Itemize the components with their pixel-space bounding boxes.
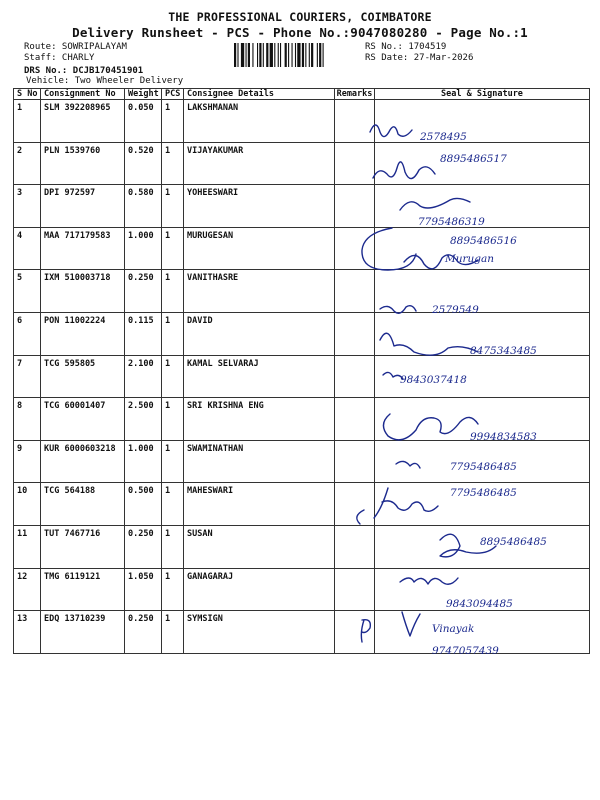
cell-sno: 5	[14, 270, 41, 313]
cell-remarks	[335, 526, 375, 569]
cell-consignee: SUSAN	[184, 526, 335, 569]
cell-signature	[375, 526, 590, 569]
runsheet-table	[13, 88, 590, 654]
cell-consignee: DAVID	[184, 313, 335, 356]
cell-sno: 7	[14, 355, 41, 398]
cell-consignment: SLM 392208965	[41, 100, 125, 143]
table-row	[14, 568, 590, 611]
vehicle-label: Vehicle: Two Wheeler Delivery	[26, 76, 184, 86]
table-row	[14, 355, 590, 398]
cell-consignee: GANAGARAJ	[184, 568, 335, 611]
cell-weight: 1.050	[125, 568, 162, 611]
cell-consignment: MAA 717179583	[41, 227, 125, 270]
cell-sno: 8	[14, 398, 41, 441]
signature-text: 9747057439	[432, 645, 499, 657]
signature-text: 8475343485	[470, 345, 537, 357]
barcode-bar	[259, 43, 261, 67]
company-title: THE PROFESSIONAL COURIERS, COIMBATORE	[168, 10, 432, 24]
table-row	[14, 270, 590, 313]
cell-consignee: SYMSIGN	[184, 611, 335, 654]
signature-text: 8895486516	[450, 235, 517, 247]
cell-signature	[375, 611, 590, 654]
cell-consignee: SRI KRISHNA ENG	[184, 398, 335, 441]
cell-consignment: TCG 595805	[41, 355, 125, 398]
cell-sno: 11	[14, 526, 41, 569]
cell-sno: 3	[14, 185, 41, 228]
cell-consignment: PLN 1539760	[41, 142, 125, 185]
cell-remarks	[335, 355, 375, 398]
cell-signature	[375, 313, 590, 356]
cell-remarks	[335, 142, 375, 185]
table-header-row	[14, 89, 590, 100]
table-row	[14, 100, 590, 143]
cell-pcs: 1	[162, 568, 184, 611]
cell-weight: 0.250	[125, 611, 162, 654]
barcode-bar	[252, 43, 253, 67]
cell-consignment: EDQ 13710239	[41, 611, 125, 654]
barcode-bar	[257, 43, 258, 67]
signature-text: Vinayak	[432, 623, 475, 635]
signature-text: 9994834583	[470, 431, 537, 443]
cell-pcs: 1	[162, 142, 184, 185]
staff-label: Staff: CHARLY	[24, 53, 95, 63]
cell-signature	[375, 227, 590, 270]
cell-weight: 0.250	[125, 526, 162, 569]
col-header-signature: Seal & Signature	[375, 89, 590, 100]
drs-label: DRS No.:	[24, 66, 68, 76]
cell-signature	[375, 142, 590, 185]
cell-pcs: 1	[162, 270, 184, 313]
col-header-remarks: Remarks	[335, 89, 375, 100]
cell-pcs: 1	[162, 355, 184, 398]
barcode-bar	[246, 43, 247, 67]
barcode-bar	[302, 43, 304, 67]
cell-signature	[375, 100, 590, 143]
cell-signature	[375, 483, 590, 526]
cell-sno: 4	[14, 227, 41, 270]
route-label: Route: SOWRIPALAYAM	[24, 42, 127, 52]
signature-text: 8895486517	[440, 153, 507, 165]
cell-remarks	[335, 100, 375, 143]
cell-pcs: 1	[162, 313, 184, 356]
cell-remarks	[335, 440, 375, 483]
cell-remarks	[335, 270, 375, 313]
cell-pcs: 1	[162, 440, 184, 483]
signature-text: 7795486485	[450, 487, 517, 499]
barcode-bar	[234, 43, 236, 67]
cell-weight: 2.500	[125, 398, 162, 441]
col-header-consignment: Consignment No	[41, 89, 125, 100]
cell-remarks	[335, 483, 375, 526]
cell-consignment: TCG 60001407	[41, 398, 125, 441]
cell-weight: 0.115	[125, 313, 162, 356]
cell-consignee: LAKSHMANAN	[184, 100, 335, 143]
barcode-bar	[285, 43, 287, 67]
cell-consignment: DPI 972597	[41, 185, 125, 228]
cell-consignment: TMG 6119121	[41, 568, 125, 611]
cell-sno: 10	[14, 483, 41, 526]
cell-consignment: PON 11002224	[41, 313, 125, 356]
cell-pcs: 1	[162, 526, 184, 569]
cell-remarks	[335, 185, 375, 228]
cell-signature	[375, 398, 590, 441]
runsheet-subtitle: Delivery Runsheet - PCS - Phone No.:9047080280 - Page No.:1	[72, 25, 528, 40]
cell-signature	[375, 568, 590, 611]
barcode-bar	[263, 43, 264, 67]
barcode-bar	[270, 43, 273, 67]
cell-weight: 1.000	[125, 227, 162, 270]
signature-text: 7795486319	[418, 216, 485, 228]
cell-remarks	[335, 398, 375, 441]
cell-consignment: TCG 564188	[41, 483, 125, 526]
cell-signature	[375, 355, 590, 398]
cell-sno: 2	[14, 142, 41, 185]
cell-weight: 2.100	[125, 355, 162, 398]
barcode-bar	[292, 43, 293, 67]
col-header-weight: Weight	[125, 89, 162, 100]
cell-signature	[375, 185, 590, 228]
barcode-bar	[305, 43, 306, 67]
barcode-bar	[319, 43, 321, 67]
table-row	[14, 227, 590, 270]
cell-consignee: VIJAYAKUMAR	[184, 142, 335, 185]
col-header-consignee: Consignee Details	[184, 89, 335, 100]
cell-weight: 1.000	[125, 440, 162, 483]
cell-pcs: 1	[162, 611, 184, 654]
cell-sno: 1	[14, 100, 41, 143]
cell-signature	[375, 270, 590, 313]
cell-weight: 0.250	[125, 270, 162, 313]
barcode-bar	[311, 43, 313, 67]
cell-consignee: MAHESWARI	[184, 483, 335, 526]
barcode-bar	[280, 43, 281, 67]
cell-pcs: 1	[162, 100, 184, 143]
cell-pcs: 1	[162, 227, 184, 270]
table-row	[14, 142, 590, 185]
cell-remarks	[335, 227, 375, 270]
table-row	[14, 313, 590, 356]
signature-text: 9843037418	[400, 374, 467, 386]
barcode-icon	[234, 43, 360, 67]
cell-sno: 9	[14, 440, 41, 483]
cell-weight: 0.520	[125, 142, 162, 185]
table-row	[14, 398, 590, 441]
cell-consignee: YOHEESWARI	[184, 185, 335, 228]
table-row	[14, 440, 590, 483]
barcode-bar	[248, 43, 250, 67]
cell-signature	[375, 440, 590, 483]
signature-text: 7795486485	[450, 461, 517, 473]
cell-pcs: 1	[162, 185, 184, 228]
cell-consignee: KAMAL SELVARAJ	[184, 355, 335, 398]
rs-date: RS Date: 27-Mar-2026	[365, 53, 474, 63]
barcode-bar	[266, 43, 268, 67]
barcode-bar	[297, 43, 300, 67]
table-row	[14, 185, 590, 228]
cell-sno: 12	[14, 568, 41, 611]
barcode-bar	[278, 43, 279, 67]
barcode-bar	[274, 43, 275, 67]
table-row	[14, 483, 590, 526]
barcode-bar	[288, 43, 289, 67]
rs-number: RS No.: 1704519	[365, 42, 447, 52]
cell-consignment: TUT 7467716	[41, 526, 125, 569]
table-row	[14, 611, 590, 654]
cell-weight: 0.580	[125, 185, 162, 228]
cell-weight: 0.050	[125, 100, 162, 143]
cell-pcs: 1	[162, 398, 184, 441]
cell-consignment: KUR 6000603218	[41, 440, 125, 483]
cell-consignee: SWAMINATHAN	[184, 440, 335, 483]
barcode-bar	[295, 43, 296, 67]
cell-consignee: MURUGESAN	[184, 227, 335, 270]
drs-value: DCJB170451901	[72, 66, 144, 76]
barcode-bar	[309, 43, 310, 67]
signature-text: 2578495	[420, 131, 467, 143]
cell-sno: 13	[14, 611, 41, 654]
col-header-pcs: PCS	[162, 89, 184, 100]
cell-consignment: IXM 510003718	[41, 270, 125, 313]
barcode-bar	[241, 43, 244, 67]
signature-text: 9843094485	[446, 598, 513, 610]
drs-number	[24, 66, 143, 76]
cell-weight: 0.500	[125, 483, 162, 526]
cell-remarks	[335, 313, 375, 356]
barcode-bar	[237, 43, 238, 67]
table-row	[14, 526, 590, 569]
signature-text: Murugan	[445, 253, 495, 265]
cell-remarks	[335, 611, 375, 654]
signature-text: 8895486485	[480, 536, 547, 548]
signature-text: 2579549	[432, 304, 479, 316]
cell-sno: 6	[14, 313, 41, 356]
cell-consignee: VANITHASRE	[184, 270, 335, 313]
barcode-bar	[323, 43, 324, 67]
col-header-sno: S No	[14, 89, 41, 100]
cell-pcs: 1	[162, 483, 184, 526]
cell-remarks	[335, 568, 375, 611]
barcode-bar	[317, 43, 318, 67]
